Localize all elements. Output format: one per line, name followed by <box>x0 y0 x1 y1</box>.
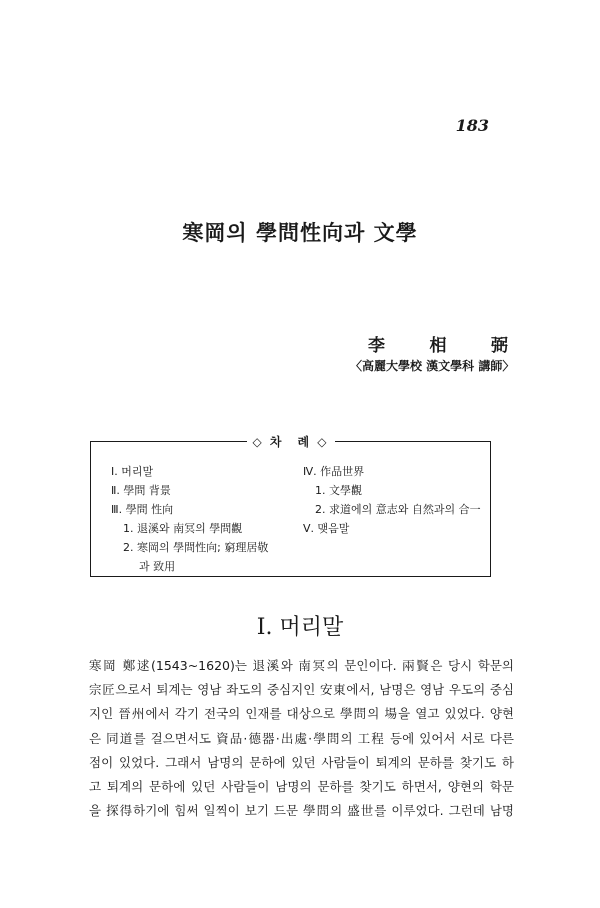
toc-heading: ◇ 차 례 ◇ <box>247 433 335 450</box>
body-line: 寒岡 鄭逑(1543~1620)는 退溪와 南冥의 문인이다. 兩賢은 당시 학문의 <box>89 658 514 673</box>
toc-item: 1. 退溪와 南冥의 學問觀 <box>123 522 243 535</box>
page-number: 183 <box>455 116 489 135</box>
author-affiliation: 〈高麗大學校 漢文學科 講師〉 <box>350 359 515 373</box>
toc-item: 과 致用 <box>139 560 176 573</box>
body-line: 宗匠으로서 퇴계는 영남 좌도의 중심지인 安東에서, 남명은 영남 우도의 중심 <box>89 682 514 698</box>
toc-right-column <box>303 462 488 538</box>
toc-item: Ⅳ. 作品世界 <box>303 465 365 478</box>
toc-left-column <box>111 462 281 576</box>
toc-item: 2. 求道에의 意志와 自然과의 合一 <box>315 503 481 516</box>
table-of-contents <box>90 435 491 577</box>
body-line: 고 퇴계의 문하에 있던 사람들이 남명의 문하를 찾기도 하면서, 양현의 학문 <box>89 779 514 795</box>
body-line: 지인 晉州에서 각기 전국의 인재를 대상으로 學問의 場을 열고 있었다. 양현 <box>89 706 514 722</box>
toc-item: Ⅰ. 머리말 <box>111 465 154 478</box>
author-name <box>368 331 508 356</box>
toc-item: 2. 寒岡의 學問性向; 窮理居敬 <box>123 541 269 554</box>
toc-item: 1. 文學觀 <box>315 484 362 497</box>
body-line: 점이 있었다. 그래서 남명의 문하에 있던 사람들이 퇴계의 문하를 찾기도 하 <box>89 754 514 770</box>
toc-item: Ⅲ. 學問 性向 <box>111 503 174 516</box>
body-paragraph <box>89 654 514 823</box>
section-heading: Ⅰ. 머리말 <box>256 615 344 640</box>
author-char: 弼 <box>491 336 508 356</box>
toc-item: Ⅴ. 맺음말 <box>303 522 350 535</box>
author-char: 李 <box>368 336 385 356</box>
author-char: 相 <box>429 336 447 356</box>
body-line: 은 同道를 걸으면서도 資品·德器·出處·學問의 工程 등에 있어서 서로 다른 <box>89 730 514 746</box>
body-line: 을 探得하기에 힘써 일찍이 보기 드문 學問의 盛世를 이루었다. 그런데 남명 <box>89 803 514 819</box>
toc-item: Ⅱ. 學問 背景 <box>111 484 171 497</box>
article-title: 寒岡의 學問性向과 文學 <box>182 220 418 245</box>
